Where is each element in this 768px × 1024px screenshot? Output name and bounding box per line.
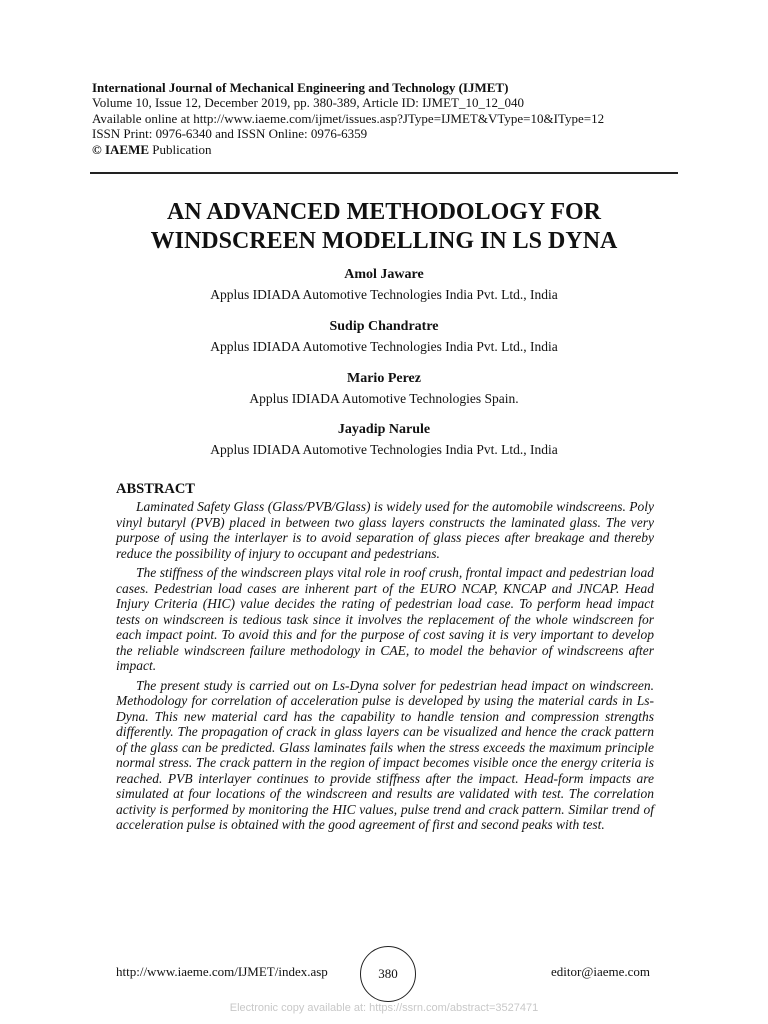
abstract-heading: ABSTRACT bbox=[116, 481, 195, 497]
author-name: Sudip Chandratre bbox=[329, 319, 439, 334]
abstract-paragraph-1: Laminated Safety Glass (Glass/PVB/Glass) is widely used for the automobile windscreens. Poly vinyl butaryl (PVB) placed in between two glass layers constructs the laminated glass. The very purpose of using the interlayer is to avoid separation of glass pieces after breakage and thereby reduce the possibility of injury to occupant and pedestrians. bbox=[116, 499, 654, 561]
page-footer bbox=[116, 962, 654, 982]
paper-title bbox=[90, 198, 678, 256]
abstract-section bbox=[116, 480, 654, 837]
author-block-3 bbox=[90, 370, 678, 407]
publisher bbox=[92, 142, 682, 157]
abstract-paragraph-2: The stiffness of the windscreen plays vital role in roof crush, frontal impact and pedestrian load cases. Pedestrian load cases are inherent part of the EURO NCAP, KNCAP and JNCAP. Head Injury Criteria (HIC) value decides the rating of pedestrian load case. To perform head impact tests on windscreen is tedious task since it involves the replacement of the whole windscreen for each impact point. To avoid this and for the purpose of cost saving it is very important to develop the reliable windscreen failure methodology in CAE, to model the behavior of windscreens after impact. bbox=[116, 565, 654, 673]
author-name: Amol Jaware bbox=[344, 267, 424, 282]
availability-link[interactable]: Available online at http://www.iaeme.com/ijmet/issues.asp?JType=IJMET&VType=10&IType=12 bbox=[92, 110, 605, 126]
issn-info: ISSN Print: 0976-6340 and ISSN Online: 0976-6359 bbox=[92, 126, 368, 142]
volume-info: Volume 10, Issue 12, December 2019, pp. 380-389, Article ID: IJMET_10_12_040 bbox=[92, 95, 524, 111]
page-number: 380 bbox=[360, 946, 416, 1002]
journal-title: International Journal of Mechanical Engineering and Technology (IJMET) bbox=[92, 80, 509, 95]
author-name: Mario Perez bbox=[347, 371, 421, 386]
footer-email-link[interactable]: editor@iaeme.com bbox=[551, 964, 650, 979]
author-block-2 bbox=[90, 318, 678, 355]
publisher-copyright: © IAEME bbox=[92, 141, 150, 157]
author-affiliation: Applus IDIADA Automotive Technologies India Pvt. Ltd., India bbox=[210, 442, 558, 457]
ssrn-watermark: Electronic copy available at: https://ssrn.com/abstract=3527471 bbox=[229, 1002, 539, 1014]
author-affiliation: Applus IDIADA Automotive Technologies India Pvt. Ltd., India bbox=[210, 339, 558, 354]
author-block-4 bbox=[90, 421, 678, 458]
publisher-label: Publication bbox=[149, 141, 212, 157]
author-affiliation: Applus IDIADA Automotive Technologies Spain. bbox=[249, 391, 519, 406]
author-name: Jayadip Narule bbox=[337, 422, 431, 437]
header-divider bbox=[90, 172, 678, 174]
author-affiliation: Applus IDIADA Automotive Technologies India Pvt. Ltd., India bbox=[210, 287, 558, 302]
paper-title-line-1: AN ADVANCED METHODOLOGY FOR bbox=[166, 199, 602, 225]
footer-url-link[interactable]: http://www.iaeme.com/IJMET/index.asp bbox=[116, 964, 328, 979]
paper-title-line-2: WINDSCREEN MODELLING IN LS DYNA bbox=[150, 228, 618, 254]
abstract-paragraph-3: The present study is carried out on Ls-Dyna solver for pedestrian head impact on windscreen. Methodology for correlation of acceleration pulse is developed by using the material cards in Ls-Dyna. This new material card has the capability to handle tension and compression strengths differently. The propagation of crack in glass layers can be visualized and hence the crack pattern of the glass can be predicted. Glass laminates fails when the stress exceeds the maximum principle normal stress. The crack pattern in the region of impact becomes visible once the energy criteria is reached. PVB interlayer continues to provide stiffness after the impact. Head-form impacts are simulated at four locations of the windscreen and results are validated with test. The correlation activity is performed by monitoring the HIC values, pulse trend and crack pattern. Similar trend of acceleration pulse is obtained with the good agreement of first and second peaks with test. bbox=[116, 677, 654, 832]
journal-header bbox=[92, 80, 682, 157]
author-block-1 bbox=[90, 266, 678, 303]
